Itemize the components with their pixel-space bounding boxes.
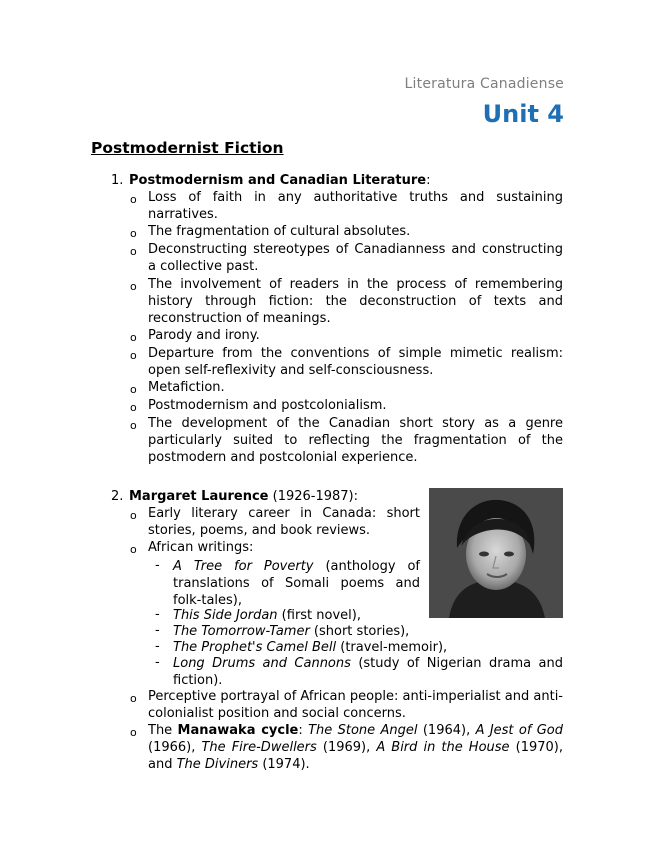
bullet-marker: o bbox=[130, 543, 137, 556]
bullet-marker: o bbox=[130, 383, 137, 396]
work-item bbox=[173, 623, 563, 640]
bullet-marker: o bbox=[130, 692, 137, 705]
list-item: Deconstructing stereotypes of Canadianness and constructing a collective past. bbox=[148, 242, 563, 274]
author-portrait bbox=[429, 488, 563, 618]
work-desc: (short stories), bbox=[309, 624, 410, 639]
bullet-marker: o bbox=[130, 509, 137, 522]
author-name: Margaret Laurence bbox=[129, 489, 269, 504]
novel-year: (1969), bbox=[316, 740, 377, 755]
work-title: The Tomorrow-Tamer bbox=[173, 624, 310, 639]
list-item: The fragmentation of cultural absolutes. bbox=[148, 224, 411, 239]
novel-year: (1974). bbox=[258, 757, 310, 772]
list-item: The development of the Canadian short story as a genre particularly suited to reflecting the fragmentation of the postmodern and postcolonial experience. bbox=[148, 416, 563, 465]
work-desc: (first novel), bbox=[277, 608, 361, 623]
work-desc: (anthology of translations of Somali poems and folk-tales), bbox=[173, 559, 420, 608]
section-title: Postmodernist Fiction bbox=[91, 139, 284, 157]
list-item: The involvement of readers in the process of remembering history through fiction: the deconstruction of texts and reconstruction of meanings. bbox=[148, 277, 563, 326]
dash-marker: - bbox=[155, 655, 160, 670]
bullet-marker: o bbox=[130, 245, 137, 258]
cycle-name: Manawaka cycle bbox=[177, 723, 299, 738]
work-item bbox=[173, 607, 563, 624]
work-item bbox=[173, 655, 563, 689]
course-title: Literatura Canadiense bbox=[404, 76, 564, 92]
novel-title: The Diviners bbox=[176, 757, 259, 772]
work-title: This Side Jordan bbox=[173, 608, 278, 623]
item-title-colon: : bbox=[426, 173, 431, 188]
work-title: Long Drums and Cannons bbox=[173, 656, 351, 671]
list-item: Metafiction. bbox=[148, 380, 225, 395]
bullet-marker: o bbox=[130, 401, 137, 414]
item-heading-1 bbox=[129, 173, 431, 188]
list-item: Departure from the conventions of simple mimetic realism: open self-reflexivity and self-consciousness. bbox=[148, 346, 563, 378]
cycle-text: The bbox=[148, 723, 178, 738]
list-item: African writings: bbox=[148, 540, 254, 555]
bullet-marker: o bbox=[130, 726, 137, 739]
novel-title: The Fire-Dwellers bbox=[201, 740, 317, 755]
work-item bbox=[173, 639, 563, 656]
item-number-2: 2. bbox=[111, 489, 124, 504]
novel-title: A Bird in the House bbox=[376, 740, 510, 755]
list-item: Loss of faith in any authoritative truths and sustaining narratives. bbox=[148, 190, 563, 222]
bullet-marker: o bbox=[130, 331, 137, 344]
dash-marker: - bbox=[155, 623, 160, 638]
dash-marker: - bbox=[155, 607, 160, 622]
bullet-marker: o bbox=[130, 280, 137, 293]
novel-year: (1966), bbox=[148, 740, 202, 755]
work-title: The Prophet's Camel Bell bbox=[173, 640, 337, 655]
item-heading-2 bbox=[129, 489, 358, 504]
novel-year: (1964), bbox=[417, 723, 476, 738]
author-dates: (1926-1987): bbox=[268, 489, 358, 504]
item-number-1: 1. bbox=[111, 173, 124, 188]
list-item bbox=[148, 722, 563, 773]
portrait-image bbox=[429, 488, 563, 618]
work-desc: (study of Nigerian drama and fiction). bbox=[173, 656, 564, 688]
work-item bbox=[173, 558, 420, 609]
unit-heading: Unit 4 bbox=[482, 100, 564, 128]
bullet-marker: o bbox=[130, 193, 137, 206]
work-desc: (travel-memoir), bbox=[336, 640, 448, 655]
list-item: Perceptive portrayal of African people: anti-imperialist and anti-colonialist position and social concerns. bbox=[148, 689, 563, 721]
novel-title: The Stone Angel bbox=[308, 723, 418, 738]
novel-year: (1970), and bbox=[148, 740, 563, 772]
list-item: Early literary career in Canada: short stories, poems, and book reviews. bbox=[148, 506, 420, 538]
list-item: Parody and irony. bbox=[148, 328, 260, 343]
novel-title: A Jest of God bbox=[475, 723, 564, 738]
bullet-marker: o bbox=[130, 227, 137, 240]
item-title-1: Postmodernism and Canadian Literature bbox=[129, 173, 427, 188]
work-title: A Tree for Poverty bbox=[173, 559, 314, 574]
list-item: Postmodernism and postcolonialism. bbox=[148, 398, 387, 413]
dash-marker: - bbox=[155, 558, 160, 573]
cycle-text: : bbox=[298, 723, 309, 738]
bullet-marker: o bbox=[130, 419, 137, 432]
dash-marker: - bbox=[155, 639, 160, 654]
bullet-marker: o bbox=[130, 349, 137, 362]
